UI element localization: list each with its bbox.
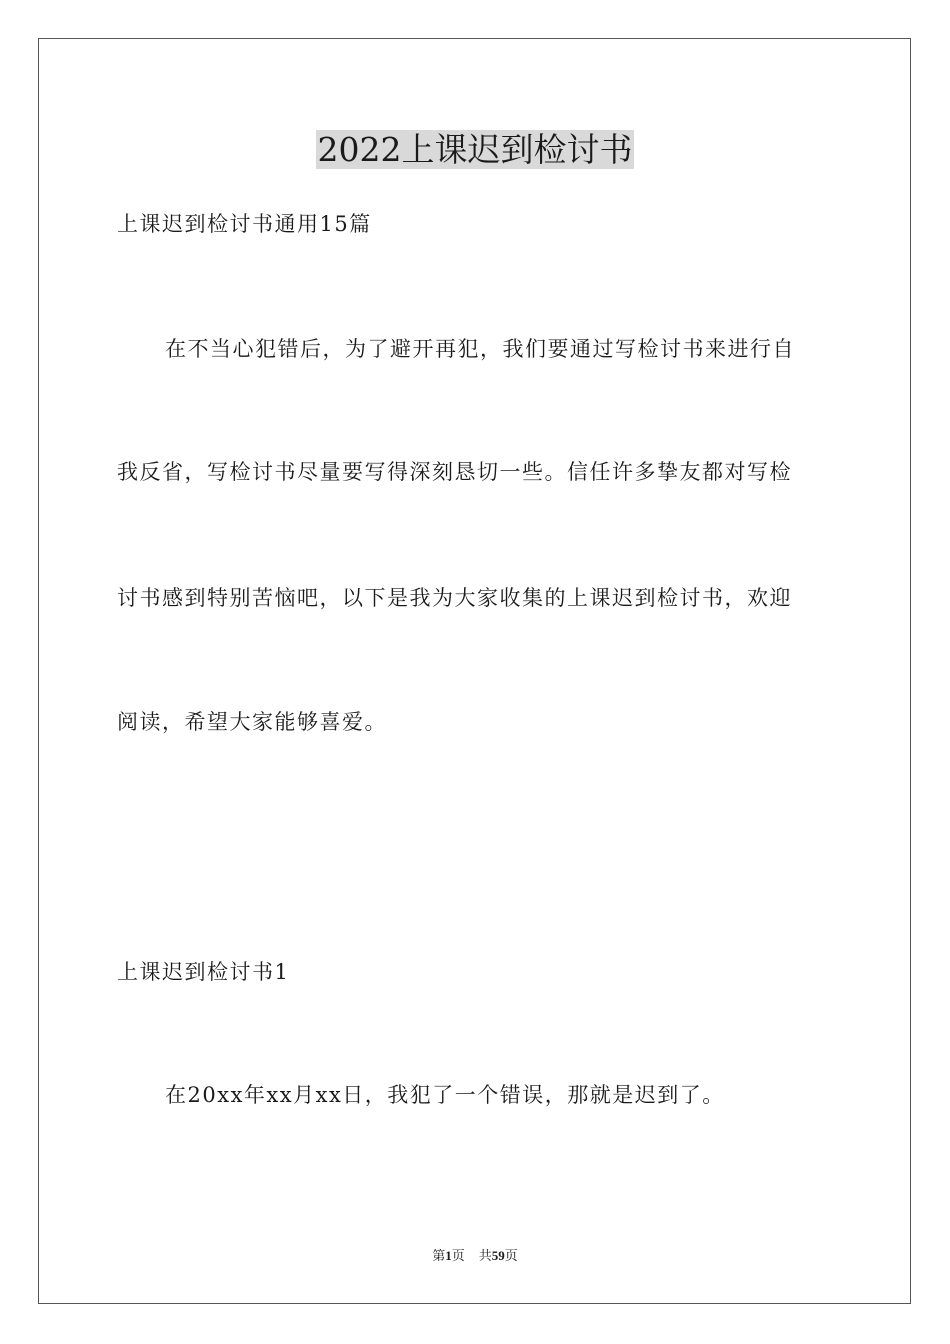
page-footer [0,1247,950,1265]
document-title-text: 2022上课迟到检讨书 [317,130,633,169]
section-heading: 上课迟到检讨书1 [117,960,290,984]
footer-page-prefix: 第 [432,1248,446,1263]
document-title [0,128,950,172]
document-subtitle: 上课迟到检讨书通用15篇 [117,212,372,236]
intro-line-1: 在不当心犯错后，为了避开再犯，我们要通过写检讨书来进行自 [165,337,795,361]
footer-total-prefix: 共 [478,1248,492,1263]
footer-total-suffix: 页 [504,1248,518,1263]
footer-page-current: 1 [445,1248,452,1263]
intro-line-4: 阅读，希望大家能够喜爱。 [117,710,387,734]
intro-line-2: 我反省，写检讨书尽量要写得深刻恳切一些。信任许多挚友都对写检 [117,460,792,484]
footer-page-suffix: 页 [451,1248,465,1263]
footer-page-total: 59 [491,1248,505,1263]
section-first-line: 在20xx年xx月xx日，我犯了一个错误，那就是迟到了。 [165,1083,725,1107]
intro-line-3: 讨书感到特别苦恼吧，以下是我为大家收集的上课迟到检讨书，欢迎 [117,586,792,610]
